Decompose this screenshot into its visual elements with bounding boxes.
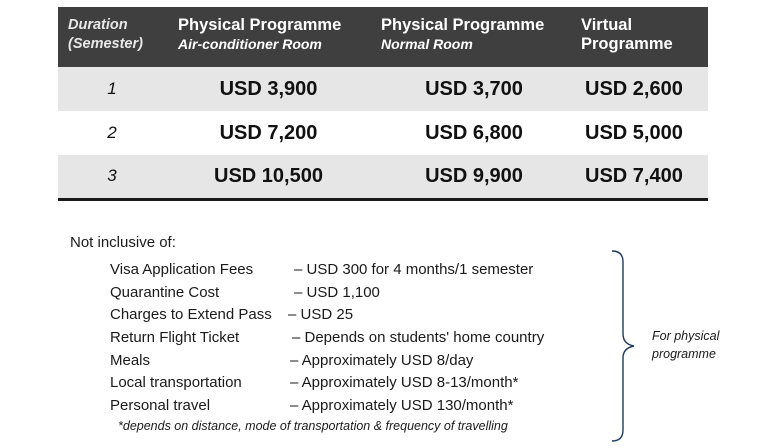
cell-duration: 3 bbox=[58, 155, 178, 199]
exclusion-value: – Approximately USD 130/month* bbox=[290, 397, 514, 414]
not-inclusive-heading: Not inclusive of: bbox=[70, 234, 176, 251]
header-virtual-sub: Programme bbox=[581, 35, 673, 53]
header-physical-ac-main: Physical Programme bbox=[178, 16, 342, 34]
exclusion-value: – USD 25 bbox=[288, 306, 354, 323]
bracket-note-line2: programme bbox=[652, 347, 716, 361]
header-physical-normal-main: Physical Programme bbox=[381, 16, 545, 34]
cell-physical-ac: USD 3,900 bbox=[178, 67, 381, 111]
bracket-note bbox=[652, 327, 719, 363]
footnote: *depends on distance, mode of transportation & frequency of travelling bbox=[118, 419, 508, 433]
header-duration-sub: (Semester) bbox=[68, 36, 143, 52]
exclusion-label: Charges to Extend Pass bbox=[110, 306, 272, 323]
header-physical-ac-sub: Air-conditioner Room bbox=[178, 36, 322, 52]
cell-duration: 1 bbox=[58, 67, 178, 111]
cell-physical-normal: USD 9,900 bbox=[381, 155, 581, 199]
exclusion-value: – Depends on students' home country bbox=[292, 329, 545, 346]
cell-physical-ac: USD 10,500 bbox=[178, 155, 381, 199]
cell-physical-normal: USD 6,800 bbox=[425, 121, 523, 144]
cell-duration: 2 bbox=[107, 123, 117, 142]
exclusion-label: Quarantine Cost bbox=[110, 284, 220, 301]
exclusion-label: Return Flight Ticket bbox=[110, 329, 240, 346]
cell-virtual: USD 7,400 bbox=[581, 155, 708, 199]
exclusion-label: Meals bbox=[110, 352, 151, 369]
exclusion-value: – Approximately USD 8/day bbox=[290, 352, 474, 369]
curly-brace-icon bbox=[590, 250, 650, 442]
exclusion-value: – USD 300 for 4 months/1 semester bbox=[294, 261, 534, 278]
exclusion-label: Visa Application Fees bbox=[110, 261, 254, 278]
header-duration-main: Duration bbox=[68, 17, 128, 33]
exclusion-value: – USD 1,100 bbox=[294, 284, 380, 301]
bracket-note-line1: For physical bbox=[652, 329, 720, 343]
exclusion-label: Local transportation bbox=[110, 374, 242, 391]
cell-physical-ac: USD 7,200 bbox=[219, 121, 318, 144]
header-virtual-main: Virtual bbox=[581, 16, 633, 34]
exclusion-value: – Approximately USD 8-13/month* bbox=[290, 374, 519, 391]
cell-virtual: USD 5,000 bbox=[585, 121, 683, 144]
exclusion-label: Personal travel bbox=[110, 397, 211, 414]
header-physical-normal-sub: Normal Room bbox=[381, 36, 473, 52]
cell-physical-normal: USD 3,700 bbox=[381, 67, 581, 111]
cell-virtual: USD 2,600 bbox=[581, 67, 708, 111]
